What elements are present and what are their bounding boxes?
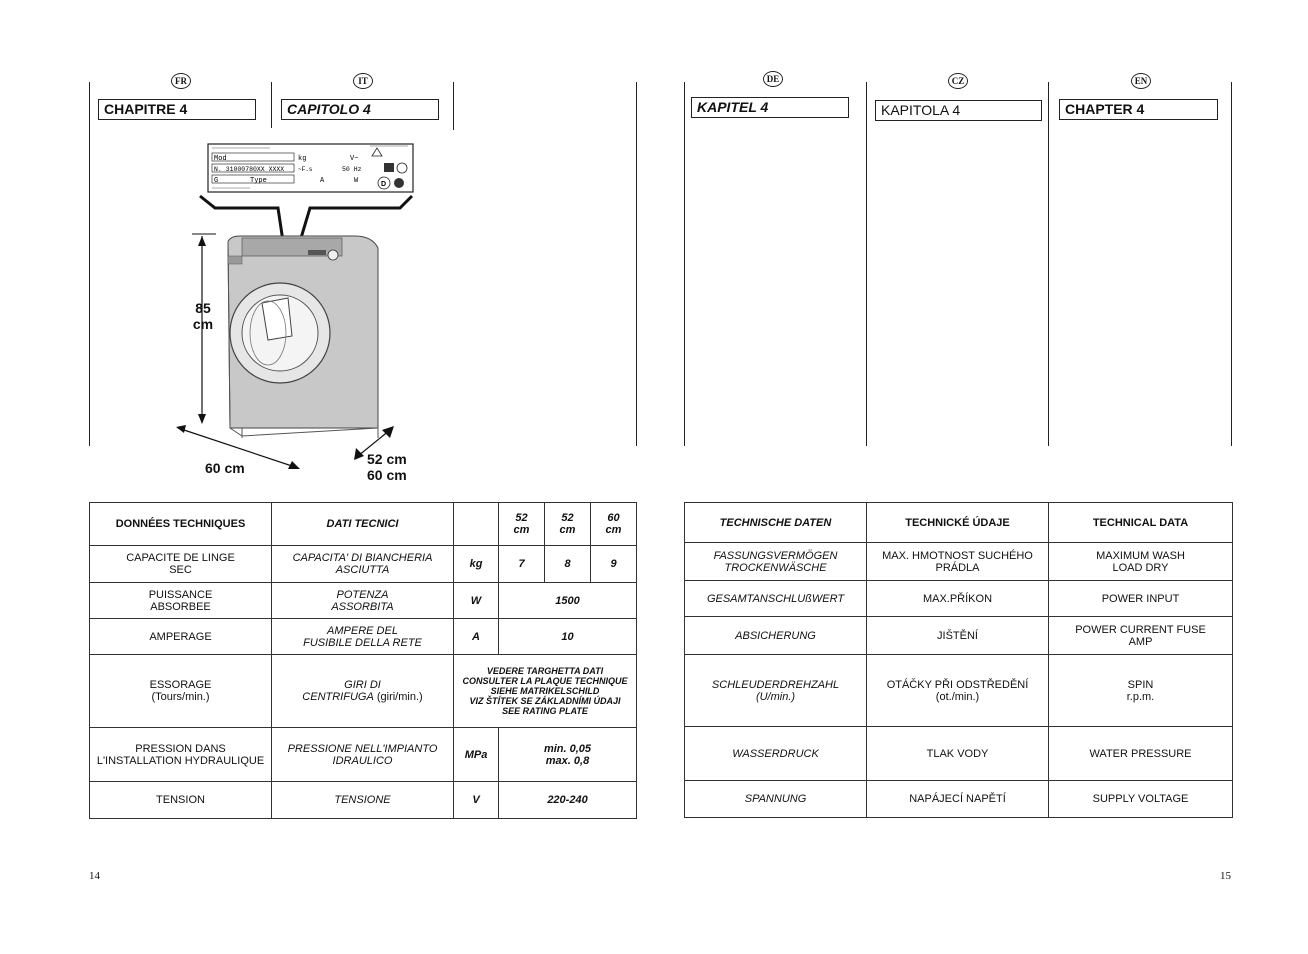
cell-de: GESAMTANSCHLUßWERT <box>685 581 867 617</box>
plate-kg-text: kg <box>298 155 307 163</box>
cell-it: PRESSIONE NELL'IMPIANTO IDRAULICO <box>272 728 454 782</box>
table-row <box>685 655 1233 727</box>
cell-unit: MPa <box>454 728 499 782</box>
plate-amp-text: A <box>320 177 325 185</box>
column-rule <box>271 82 272 128</box>
cell-it: AMPERE DEL FUSIBILE DELLA RETE <box>272 619 454 655</box>
technical-data-table-fr-it <box>89 502 637 819</box>
depth-dimension-label: 52 cm 60 cm <box>367 451 407 483</box>
chapter-title-fr: CHAPITRE 4 <box>98 99 256 120</box>
cell-it <box>272 655 454 728</box>
rating-plate <box>208 144 413 192</box>
cell-cz: TLAK VODY <box>867 727 1049 781</box>
cell-unit: V <box>454 782 499 819</box>
header-cell-fr: DONNÉES TECHNIQUES <box>90 503 272 546</box>
cell-cz: OTÁČKY PŘI ODSTŘEDĚNÍ (ot./min.) <box>867 655 1049 727</box>
cell-it: POTENZA ASSORBITA <box>272 583 454 619</box>
table-row <box>90 782 637 819</box>
language-badge-en: EN <box>1131 73 1151 89</box>
washing-machine <box>228 236 378 438</box>
cell-fr: TENSION <box>90 782 272 819</box>
table-row <box>90 728 637 782</box>
page-number-right: 15 <box>1220 870 1231 882</box>
plate-d-text: D <box>381 181 387 188</box>
header-cell-en: TECHNICAL DATA <box>1049 503 1233 543</box>
header-cell-unit <box>454 503 499 546</box>
plate-fs-text: ~F.s <box>298 166 313 173</box>
plate-watt-text: W <box>354 177 359 185</box>
chapter-title-cz: KAPITOLA 4 <box>875 100 1042 121</box>
header-cell-cz: TECHNICKÉ ÚDAJE <box>867 503 1049 543</box>
cell-de: SCHLEUDERDREHZAHL (U/min.) <box>685 655 867 727</box>
cell-en: POWER INPUT <box>1049 581 1233 617</box>
cell-fr: AMPERAGE <box>90 619 272 655</box>
header-cell-model-3: 60 cm <box>591 503 637 546</box>
cell-unit: W <box>454 583 499 619</box>
cell-unit: kg <box>454 546 499 583</box>
cell-en: POWER CURRENT FUSE AMP <box>1049 617 1233 655</box>
cell-de: FASSUNGSVERMÖGEN TROCKENWÄSCHE <box>685 543 867 581</box>
cell-en: WATER PRESSURE <box>1049 727 1233 781</box>
column-rule <box>684 82 685 446</box>
column-rule <box>866 82 867 446</box>
plate-mark-icon <box>394 178 404 188</box>
header-cell-model-2: 52 cm <box>545 503 591 546</box>
chapter-title-de: KAPITEL 4 <box>691 97 849 118</box>
table-row <box>90 583 637 619</box>
table-header-row <box>90 503 637 546</box>
cell-en: MAXIMUM WASH LOAD DRY <box>1049 543 1233 581</box>
table-row <box>685 617 1233 655</box>
cell-en: SUPPLY VOLTAGE <box>1049 781 1233 818</box>
column-rule <box>636 82 637 446</box>
ce-mark-icon <box>384 163 394 172</box>
header-cell-de: TECHNISCHE DATEN <box>685 503 867 543</box>
table-row <box>685 781 1233 818</box>
column-rule <box>1231 82 1232 446</box>
cell-cz: JIŠTĚNÍ <box>867 617 1049 655</box>
cell-cz: MAX. HMOTNOST SUCHÉHO PRÁDLA <box>867 543 1049 581</box>
plate-g-text: G <box>214 177 219 185</box>
column-rule <box>89 82 90 446</box>
page-number-left: 14 <box>89 870 100 882</box>
language-badge-it: IT <box>353 73 373 89</box>
cell-it: TENSIONE <box>272 782 454 819</box>
cell-it-text: GIRI DI CENTRIFUGA <box>302 679 381 703</box>
chapter-title-en: CHAPTER 4 <box>1059 99 1218 120</box>
cell-value: 8 <box>545 546 591 583</box>
cell-unit: A <box>454 619 499 655</box>
cell-en: SPIN r.p.m. <box>1049 655 1233 727</box>
cell-value: min. 0,05 max. 0,8 <box>499 728 637 782</box>
plate-voltage-text: V~ <box>350 155 359 163</box>
cell-de: WASSERDRUCK <box>685 727 867 781</box>
cell-fr: PUISSANCE ABSORBEE <box>90 583 272 619</box>
cell-fr: CAPACITE DE LINGE SEC <box>90 546 272 583</box>
table-row <box>685 727 1233 781</box>
table-row <box>685 543 1233 581</box>
header-cell-it: DATI TECNICI <box>272 503 454 546</box>
cell-value: 9 <box>591 546 637 583</box>
plate-type-text: Type <box>250 177 267 185</box>
cell-cz: NAPÁJECÍ NAPĚTÍ <box>867 781 1049 818</box>
cell-de: ABSICHERUNG <box>685 617 867 655</box>
cell-it-suffix: (giri/min.) <box>373 691 423 703</box>
cell-it: CAPACITA' DI BIANCHERIA ASCIUTTA <box>272 546 454 583</box>
technical-data-table-de-cz-en <box>684 502 1233 818</box>
width-dimension-label: 60 cm <box>205 460 245 476</box>
cell-fr: ESSORAGE (Tours/min.) <box>90 655 272 728</box>
table-row <box>685 581 1233 617</box>
language-badge-cz: CZ <box>948 73 968 89</box>
plate-hz-text: 50 Hz <box>342 166 362 173</box>
table-header-row <box>685 503 1233 543</box>
height-dimension-label: 85 cm <box>192 300 214 332</box>
cell-fr: PRESSION DANS L'INSTALLATION HYDRAULIQUE <box>90 728 272 782</box>
cell-value: 1500 <box>499 583 637 619</box>
table-row <box>90 546 637 583</box>
cell-de: SPANNUNG <box>685 781 867 818</box>
cell-value: 7 <box>499 546 545 583</box>
cell-value: 10 <box>499 619 637 655</box>
chapter-title-it: CAPITOLO 4 <box>281 99 439 120</box>
cell-note: VEDERE TARGHETTA DATI CONSULTER LA PLAQUE TECHNIQUE SIEHE MATRIKELSCHILD VIZ ŠTÍTEK SE ZÁKLADNÍMI ÚDAJI SEE RATING PLATE <box>454 655 637 728</box>
cell-cz: MAX.PŘÍKON <box>867 581 1049 617</box>
header-cell-model-1: 52 cm <box>499 503 545 546</box>
column-rule <box>1048 82 1049 446</box>
column-rule <box>453 82 454 130</box>
language-badge-de: DE <box>763 71 783 87</box>
language-badge-fr: FR <box>171 73 191 89</box>
plate-mod-text: Mod <box>214 155 227 163</box>
table-row <box>90 619 637 655</box>
table-row <box>90 655 637 728</box>
plate-serial-text: N. 31000780XX XXXX <box>214 166 285 173</box>
cell-value: 220-240 <box>499 782 637 819</box>
